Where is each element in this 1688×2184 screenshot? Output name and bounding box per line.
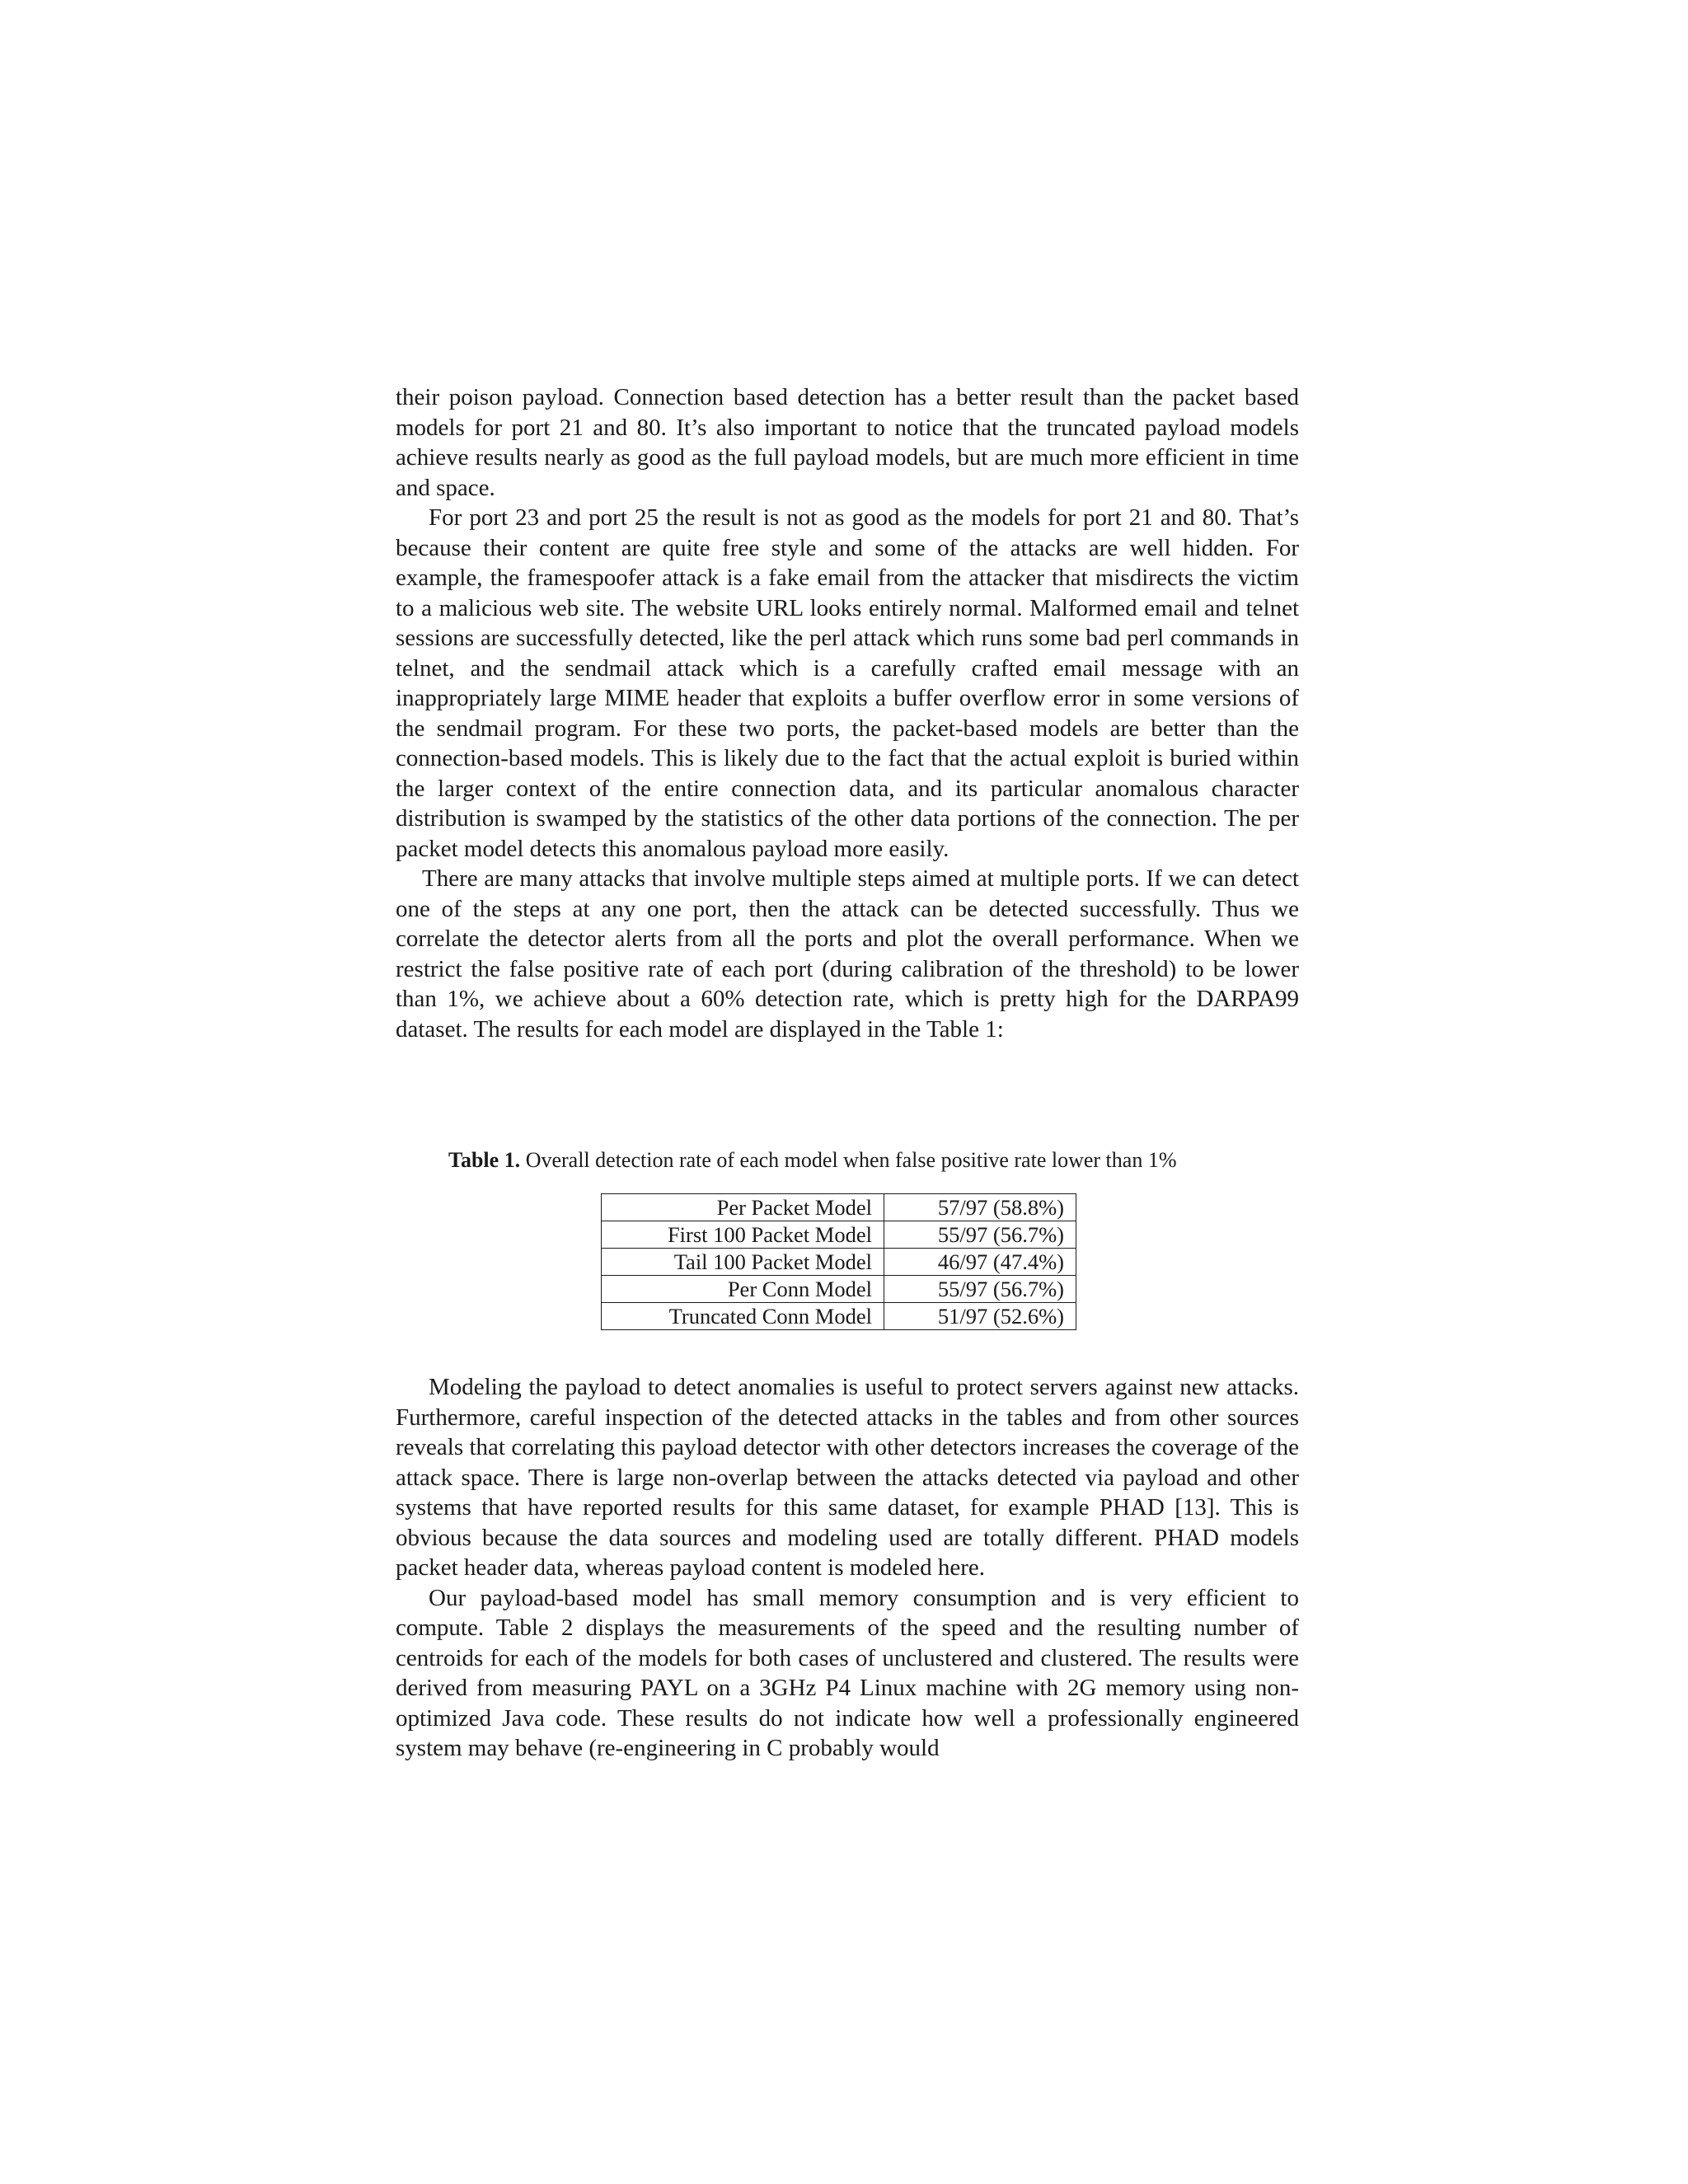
table-caption	[448, 1147, 1306, 1174]
table-row	[602, 1276, 1076, 1303]
rate-cell: 55/97 (56.7%)	[884, 1276, 1076, 1303]
rate-cell: 51/97 (52.6%)	[884, 1303, 1076, 1330]
body-text-top	[396, 382, 1299, 1044]
model-cell: Per Packet Model	[602, 1194, 884, 1221]
table-row	[602, 1221, 1076, 1249]
body-text-bottom	[396, 1372, 1299, 1764]
table-caption-text: Overall detection rate of each model when false positive rate lower than 1%	[520, 1148, 1177, 1172]
table-row	[602, 1249, 1076, 1276]
table-row	[602, 1303, 1076, 1330]
paragraph: their poison payload. Connection based detection has a better result than the packet based models for port 21 and 80. It’s also important to notice that the truncated payload models achieve results nearly as good as the full payload models, but are much more efficient in time and space.	[396, 384, 1299, 501]
rate-cell: 46/97 (47.4%)	[884, 1249, 1076, 1276]
model-cell: Per Conn Model	[602, 1276, 884, 1303]
rate-cell: 57/97 (58.8%)	[884, 1194, 1076, 1221]
model-cell: Tail 100 Packet Model	[602, 1249, 884, 1276]
table-caption-label: Table 1.	[448, 1148, 521, 1172]
paragraph: For port 23 and port 25 the result is not as good as the models for port 21 and 80. That’s because their content are quite free style and some of the attacks are well hidden. For example, the framespoofer attack is a fake email from the attacker that misdirects the victim to a malicious web site. The website URL looks entirely normal. Malformed email and telnet sessions are successfully detected, like the perl attack which runs some bad perl commands in telnet, and the sendmail attack which is a carefully crafted email message with an inappropriately large MIME header that exploits a buffer overflow error in some versions of the sendmail program. For these two ports, the packet-based models are better than the connection-based models. This is likely due to the fact that the actual exploit is buried within the larger context of the entire connection data, and its particular anomalous character distribution is swamped by the statistics of the other data portions of the connection. The per packet model detects this anomalous payload more easily.	[396, 504, 1299, 862]
paragraph: There are many attacks that involve multiple steps aimed at multiple ports. If we can detect one of the steps at any one port, then the attack can be detected successfully. Thus we correlate the detector alerts from all the ports and plot the overall performance. When we restrict the false positive rate of each port (during calibration of the threshold) to be lower than 1%, we achieve about a 60% detection rate, which is pretty high for the DARPA99 dataset. The results for each model are displayed in the Table 1:	[396, 865, 1299, 1043]
rate-cell: 55/97 (56.7%)	[884, 1221, 1076, 1249]
model-cell: First 100 Packet Model	[602, 1221, 884, 1249]
detection-rate-table	[601, 1193, 1076, 1330]
table-row	[602, 1194, 1076, 1221]
paragraph: Modeling the payload to detect anomalies is useful to protect servers against new attacks. Furthermore, careful inspection of the detected attacks in the tables and from other sources reveals that correlating this payload detector with other detectors increases the coverage of the attack space. There is large non-overlap between the attacks detected via payload and other systems that have reported results for this same dataset, for example PHAD [13]. This is obvious because the data sources and modeling used are totally different. PHAD models packet header data, whereas payload content is modeled here.	[396, 1374, 1299, 1581]
model-cell: Truncated Conn Model	[602, 1303, 884, 1330]
paragraph: Our payload-based model has small memory consumption and is very efficient to compute. Table 2 displays the measurements of the speed and the resulting number of centroids for each of the models for both cases of unclustered and clustered. The results were derived from measuring PAYL on a 3GHz P4 Linux machine with 2G memory using non-optimized Java code. These results do not indicate how well a professionally engineered system may behave (re-engineering in C probably would	[396, 1584, 1299, 1761]
